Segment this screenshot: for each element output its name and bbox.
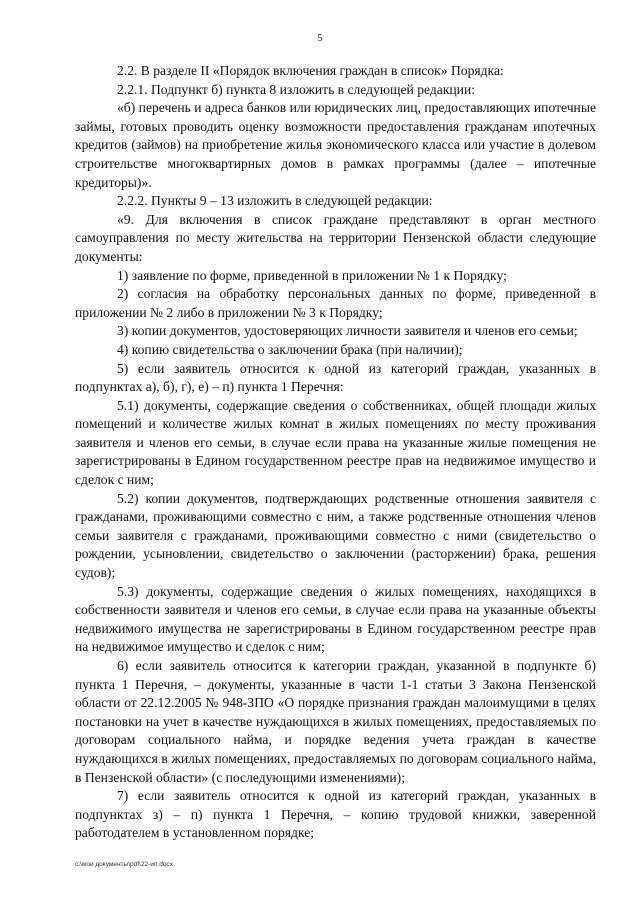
paragraph: 6) если заявитель относится к категории граждан, указанной в подпункте б) пункта 1 Перечня, – документы, указанные в части 1-1 статьи 3 Закона Пензенской области от 22.12.2005 № 948-ЗПО «О порядке признания граждан малоимущими в целях постановки на учет в качестве нуждающихся в жилых помещениях, предоставляемых по договорам социального найма, и порядке ведения учета граждан в качестве нуждающихся в жилых помещениях, предоставляемых по договорам социального найма, в Пензенской области» (с последующими изменениями); — [75, 658, 596, 785]
page-number: 5 — [317, 33, 323, 44]
paragraph: 2) согласия на обработку персональных данных по форме, приведенной в приложении № 2 либо в приложении № 3 к Порядку; — [75, 286, 596, 320]
file-path-footer: c:\мои документы\pdf\22-ип.docx — [75, 861, 173, 868]
paragraph: 2.2.1. Подпункт б) пункта 8 изложить в следующей редакции: — [117, 81, 476, 97]
paragraph: 3) копии документов, удостоверяющих личности заявителя и членов его семьи; — [117, 323, 578, 339]
paragraph: 2.2. В разделе II «Порядок включения граждан в список» Порядка: — [117, 63, 504, 78]
paragraph: 5.2) копии документов, подтверждающих родственные отношения заявителя с гражданами, проживающими совместно с ним, а также родственные отношения членов семьи заявителя с гражданами, проживающими совместно с ними (свидетельство о рождении, усыновлении, свидетельство о заключении (расторжении) брака, решения судов); — [75, 490, 596, 581]
paragraph: «б) перечень и адреса банков или юридических лиц, предоставляющих ипотечные займы, готовых проводить оценку возможности предоставления гражданам ипотечных кредитов (займов) на приобретение жилья экономического класса или участие в долевом строительстве многоквартирных домов в рамках программы (далее – ипотечные кредиторы)». — [75, 100, 596, 190]
document-body — [75, 62, 596, 843]
paragraph: «9. Для включения в список граждане представляют в орган местного самоуправления по месту жительства на территории Пензенской области следующие документы: — [75, 211, 596, 264]
paragraph: 5.1) документы, содержащие сведения о собственниках, общей площади жилых помещений и количестве жилых комнат в жилых помещениях по месту проживания заявителя и членов его семьи, в случае если права на указанные жилые помещения не зарегистрированы в Едином государственном реестре прав на недвижимое имущество и сделок с ним; — [75, 397, 596, 488]
paragraph: 4) копию свидетельства о заключении брака (при наличии); — [117, 341, 463, 357]
paragraph: 5.3) документы, содержащие сведения о жилых помещениях, находящихся в собственности заявителя и членов его семьи, в случае если права на указанные объекты недвижимого имущества не зарегистрированы в Едином государственном реестре прав на недвижимое имущество и сделок с ним; — [75, 583, 596, 655]
paragraph: 5) если заявитель относится к одной из категорий граждан, указанных в подпунктах а), б), г), е) – п) пункта 1 Перечня: — [75, 360, 596, 395]
paragraph: 1) заявление по форме, приведенной в приложении № 1 к Порядку; — [117, 267, 507, 283]
paragraph: 2.2.2. Пункты 9 – 13 изложить в следующей редакции: — [117, 193, 433, 209]
paragraph: 7) если заявитель относится к одной из категорий граждан, указанных в подпунктах з) – п) пункта 1 Перечня, – копию трудовой книжки, заверенной работодателем в установленном порядке; — [75, 788, 596, 841]
